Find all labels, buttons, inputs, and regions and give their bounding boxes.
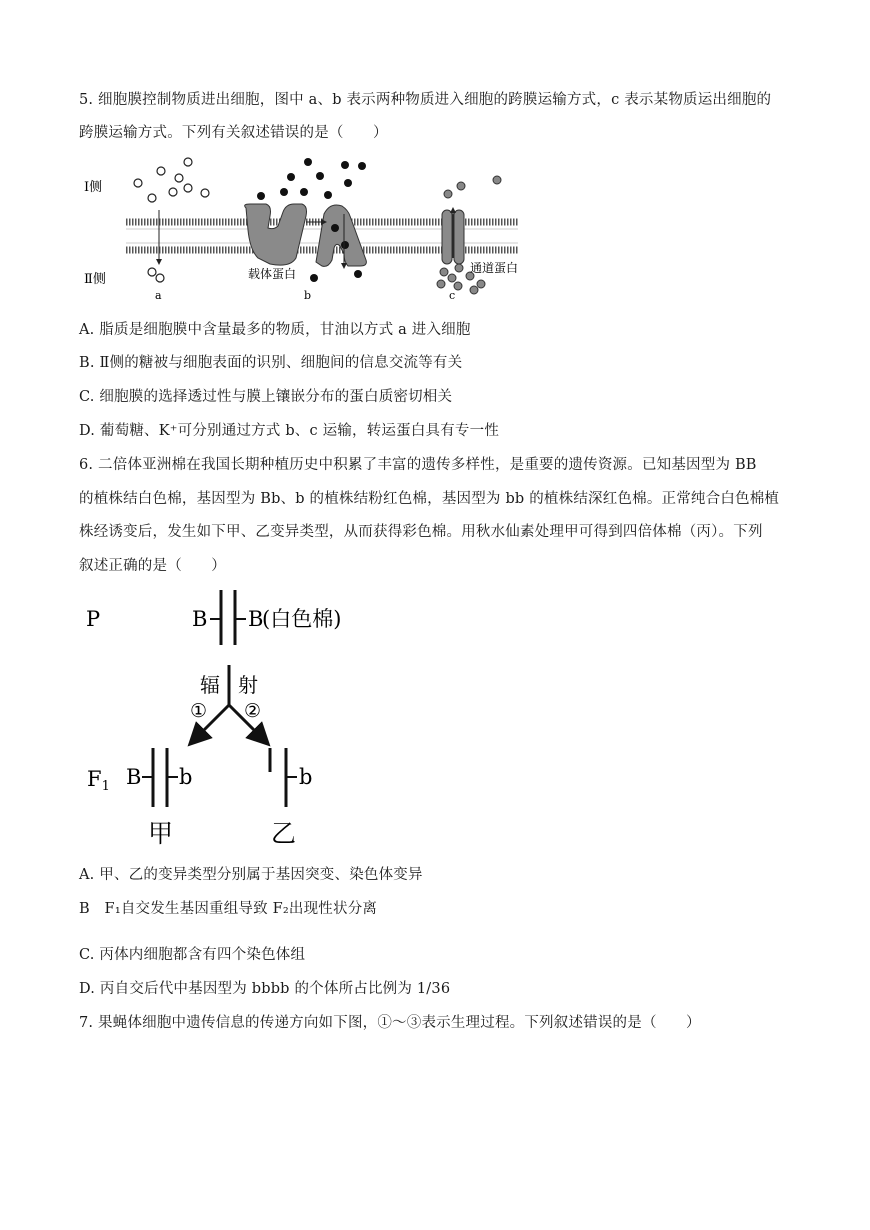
chromosome-variation-diagram: [78, 585, 398, 855]
radiation-char-1: 辐: [200, 673, 220, 697]
q6-option-b: B F₁自交发生基因重组导致 F₂出现性状分离: [79, 901, 378, 917]
q7-stem-line1: 7. 果蝇体细胞中遗传信息的传递方向如下图，①～③表示生理过程。下列叙述错误的是（ ）: [79, 1015, 701, 1031]
gene-b-left: B: [192, 607, 208, 631]
q6-stem-line4: 叙述正确的是（ ）: [79, 558, 226, 574]
label-a: a: [155, 289, 162, 302]
label-c: c: [449, 289, 456, 302]
jia-gene-right: b: [179, 765, 193, 789]
q6-option-d: D. 丙自交后代中基因型为 bbbb 的个体所占比例为 1/36: [79, 981, 451, 997]
q5-stem-line1: 5. 细胞膜控制物质进出细胞，图中 a、b 表示两种物质进入细胞的跨膜运输方式，c 表示某物质运出细胞的: [79, 92, 772, 108]
side-1-label: Ⅰ侧: [84, 180, 103, 195]
yi-label: 乙: [271, 819, 297, 848]
q5-option-b: B. Ⅱ侧的糖被与细胞表面的识别、细胞间的信息交流等有关: [79, 355, 463, 371]
q6-stem-line1: 6. 二倍体亚洲棉在我国长期种植历史中积累了丰富的遗传多样性，是重要的遗传资源。已知基因型为 BB: [79, 457, 757, 473]
circle-2: ②: [244, 700, 262, 722]
p-label: P: [86, 607, 101, 631]
label-b: b: [304, 289, 312, 302]
side-2-label: Ⅱ侧: [84, 272, 106, 287]
membrane-transport-diagram: [78, 150, 538, 310]
carrier-protein-label: 载体蛋白: [248, 267, 297, 281]
f1-label: F1: [87, 767, 110, 794]
q6-stem-line3: 株经诱变后，发生如下甲、乙变异类型，从而获得彩色棉。用秋水仙素处理甲可得到四倍体棉（丙）。下列: [79, 524, 763, 540]
q6-stem-line2: 的植株结白色棉，基因型为 Bb、b 的植株结粉红色棉，基因型为 bb 的植株结深红色棉。正常纯合白色棉植: [79, 491, 780, 507]
radiation-char-2: 射: [238, 673, 258, 697]
q6-option-c: C. 丙体内细胞都含有四个染色体组: [79, 947, 306, 963]
q5-stem-line2: 跨膜运输方式。下列有关叙述错误的是（ ）: [79, 125, 388, 141]
circle-1: ①: [190, 700, 208, 722]
q5-option-c: C. 细胞膜的选择透过性与膜上镶嵌分布的蛋白质密切相关: [79, 389, 453, 405]
white-cotton-label: (白色棉): [262, 607, 342, 631]
q6-option-a: A. 甲、乙的变异类型分别属于基因突变、染色体变异: [79, 867, 423, 883]
jia-gene-left: B: [126, 765, 142, 789]
channel-protein-label: 通道蛋白: [470, 261, 519, 275]
yi-gene-right: b: [299, 765, 313, 789]
q5-option-a: A. 脂质是细胞膜中含量最多的物质，甘油以方式 a 进入细胞: [79, 322, 471, 338]
gene-b-right: B: [248, 607, 264, 631]
jia-label: 甲: [148, 819, 174, 848]
q5-option-d: D. 葡萄糖、K⁺可分别通过方式 b、c 运输，转运蛋白具有专一性: [79, 423, 500, 439]
